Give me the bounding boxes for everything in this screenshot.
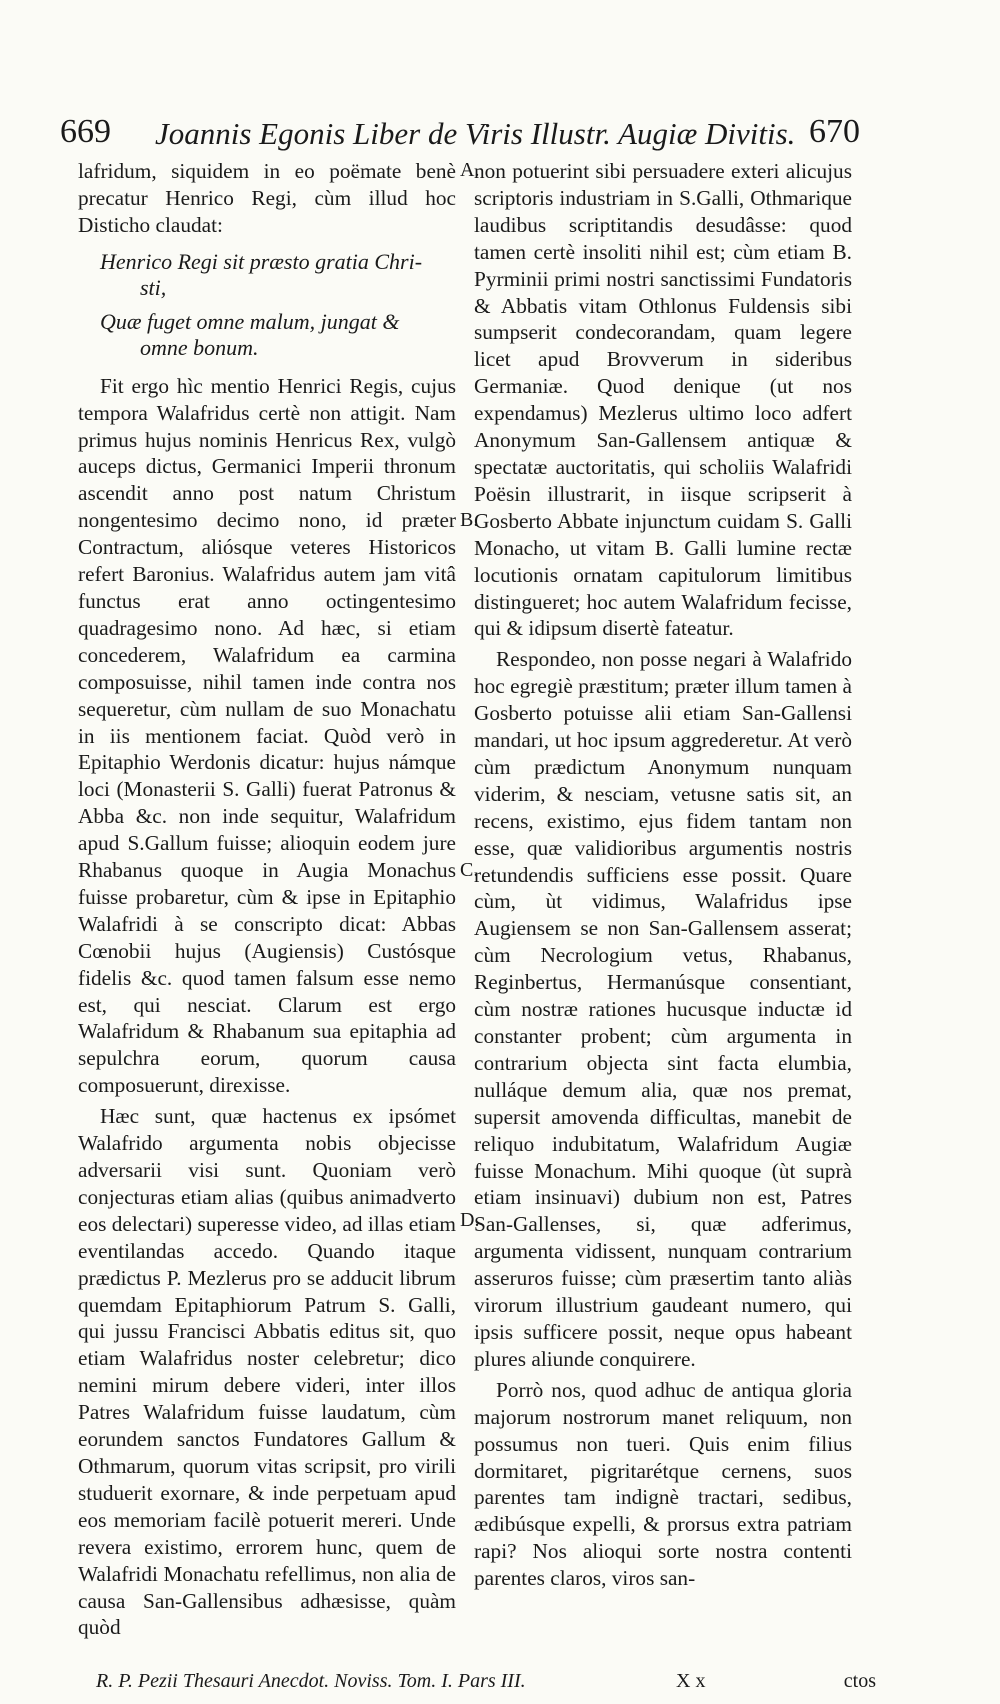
margin-marker-c: C.: [460, 859, 479, 881]
catchword: ctos: [843, 1670, 876, 1692]
distich-verse: [100, 249, 456, 361]
verse-line-1: Henrico Regi sit præsto gratia Chri-: [100, 248, 423, 274]
margin-marker-b: B.: [460, 509, 479, 531]
margin-marker-a: A.: [460, 159, 480, 181]
right-paragraph-2: Respondeo, non posse negari à Walafrido hoc egregiè præstitum; præter illum tamen à Gosberto potuisse alii etiam San-Gallensi mandari, ut hoc ipsum aggrederetur. At verò cùm prædictum Anonymum nunquam viderim, & nesciam, vetusne satis sit, an recens, existimo, ejus fidem tantam non esse, quæ validioribus argumentis nostris retundendis sufficiens esse possit. Quare cùm, ùt vidimus, Walafridus ipse Augiensem se non San-Gallensem asserat; cùm Necrologium vetus, Rhabanus, Reginbertus, Hermanúsque consentiant, cùm nostræ rationes hucusque inductæ id constanter probent; cùm argumenta in contrarium objecta sint facta elumbia, nulláque demum alia, quæ nos premat, supersit amovenda difficultas, manebit de reliquo indubitatum, Walafridum Augiæ fuisse Monachum. Mihi quoque (ùt suprà etiam insinuavi) dubium non est, Patres San-Gallenses, si, quæ adferimus, argumenta vidissent, nunquam contrarium asseruros fuisse; cùm præsertim tanto aliàs virorum illustrium gaudeant numero, qui ipsis sufficere possit, neque opus habeant plures aliunde conquirere.: [474, 647, 852, 1371]
left-paragraph-1: lafridum, siquidem in eo poëmate benè precatur Henrico Regi, cùm illud hoc Disticho claudat:: [78, 159, 456, 237]
verse-line-4: omne bonum.: [140, 334, 259, 360]
verse-line-2: sti,: [140, 274, 167, 300]
page-number-right: 670: [809, 113, 860, 150]
gathering-mark: X x: [676, 1670, 706, 1692]
page-number-left: 669: [60, 113, 111, 150]
margin-marker-d: D.: [460, 1209, 480, 1231]
right-paragraph-1: non potuerint sibi persuadere exteri alicujus scriptoris industriam in S.Galli, Othmarique laudibus scriptitandis desudâsse: quod tamen certè insoliti nihil est; cùm etiam B. Pyrminii primi nostri sanctissimi Fundatoris & Abbatis vitam Othlonus Fuldensis sibi sumpserit condecorandam, quam legere licet apud Brovverum in sideribus Germaniæ. Quod denique (ut nos expendamus) Mezlerus ultimo loco adfert Anonymum San-Gallensem antiquæ & spectatæ auctoritatis, qui scholiis Walafridi Poësin illustrarit, in iisque scripserit à Gosberto Abbate injunctum cuidam S. Galli Monacho, ut vitam B. Galli lumine rectæ locutionis ornatam capitulorum limitibus distingueret; hoc autem Walafridum fecisse, qui & idipsum disertè fateatur.: [474, 159, 852, 641]
right-column: [474, 158, 852, 1592]
running-header: [60, 110, 860, 158]
left-column: [78, 158, 456, 1641]
running-title: Joannis Egonis Liber de Viris Illustr. Augiæ Divitis.: [155, 116, 796, 151]
left-paragraph-2: Fit ergo hìc mentio Henrici Regis, cujus tempora Walafridus certè non attigit. Nam primus hujus nominis Henricus Rex, vulgò auceps dictus, Germanici Imperii thronum ascendit anno post natum Christum nongentesimo decimo nono, id præter Contractum, aliósque veteres Historicos refert Baronius. Walafridus autem jam vitâ functus erat anno octingentesimo quadragesimo nono. Ad hæc, si etiam concederem, Walafridum ea carmina composuisse, nihil tamen inde contra nos sequeretur, cùm nullam de suo Monachatu in iis mentionem faciat. Quòd verò in Epitaphio Werdonis dicatur: hujus námque loci (Monasterii S. Galli) fuerat Patronus & Abba &c. non inde sequitur, Walafridum apud S.Gallum fuisse; alioquin eodem jure Rhabanus quoque in Augia Monachus fuisse probaretur, cùm & ipse in Epitaphio Walafridi à se conscripto dicat: Abbas Cœnobii hujus (Augiensis) Custósque fidelis &c. quod tamen falsum esse nemo est, qui nesciat. Clarum est ergo Walafridum & Rhabanum sua epitaphia ad sepulchra eorum, quorum causa composuerunt, direxisse.: [78, 373, 456, 1098]
left-paragraph-3: Hæc sunt, quæ hactenus ex ipsómet Walafrido argumenta nobis objecisse adversarii visi sunt. Quoniam verò conjecturas etiam alias (quibus animadverto eos delectari) superesse video, ad illas etiam eventilandas accedo. Quando itaque prædictus P. Mezlerus pro se adducit librum quemdam Epitaphiorum Patrum S. Galli, qui jussu Francisci Abbatis editus sit, quo etiam Walafridus noster celebretur; dico nemini mirum debere videri, inter illos Patres Walafridum fuisse laudatum, cùm eorundem sanctos Fundatores Gallum & Othmarum, quorum vitas scripsit, pro virili studuerit exornare, & inde perpetuam apud eos memoriam facilè potuerit mereri. Unde revera existimo, errorem hunc, quem de Walafridi Monachatu refellimus, non alia de causa San-Gallensibus adhæsisse, quàm quòd: [78, 1104, 456, 1640]
signature-line: R. P. Pezii Thesauri Anecdot. Noviss. Tom. I. Pars III.: [96, 1670, 526, 1692]
verse-line-3: Quæ fuget omne malum, jungat &: [100, 308, 400, 334]
page-footer: [96, 1670, 876, 1702]
right-paragraph-3: Porrò nos, quod adhuc de antiqua gloria majorum nostrorum manet reliquum, non possumus non tueri. Quis enim filius dormitaret, pigritarétque cernens, suos parentes tam indignè tractari, sedibus, ædibúsque expelli, & prorsus extra patriam rapi? Nos alioqui sorte nostra contenti parentes claros, viros san-: [474, 1377, 852, 1591]
